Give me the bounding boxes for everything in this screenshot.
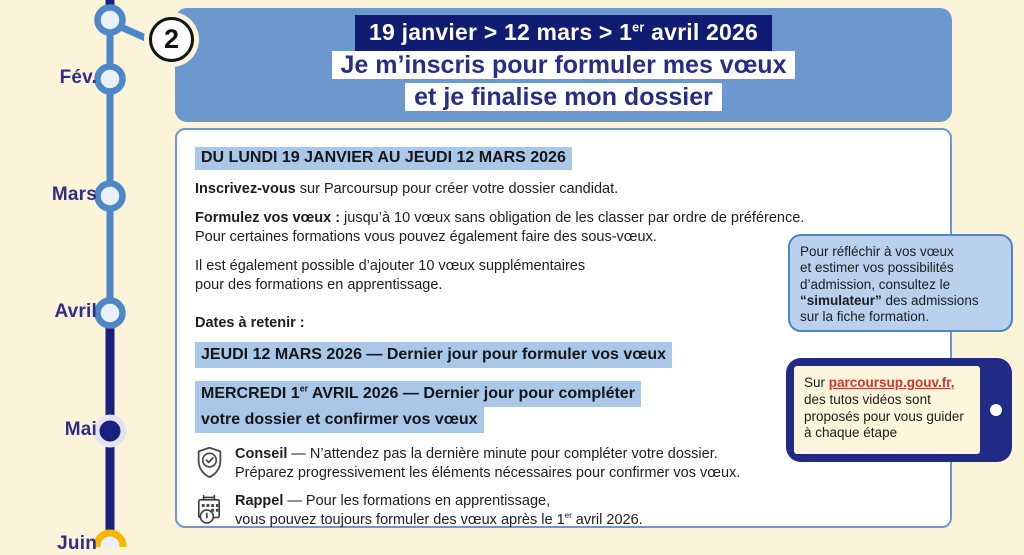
- conseil-label: Conseil: [235, 446, 288, 462]
- phase-header-panel: [175, 8, 952, 122]
- simulator-tip-line3: d’admission, consultez le: [800, 276, 951, 292]
- simulator-tip-line2: et estimer vos possibilités: [800, 260, 954, 276]
- period-heading: DU LUNDI 19 JANVIER AU JEUDI 12 MARS 2026: [195, 147, 572, 170]
- conseil-rest: — N’attendez pas la dernière minute pour compléter votre dossier.: [287, 446, 718, 462]
- timeline-node-start: [98, 8, 123, 33]
- conseil-line2: Préparez progressivement les éléments nécessaires pour confirmer vos vœux.: [235, 465, 741, 481]
- rappel-label: Rappel: [235, 493, 284, 509]
- phone-text-line4: à chaque étape: [804, 425, 898, 441]
- step-number-badge: 2: [149, 17, 194, 62]
- phone-text-line2: des tutos vidéos sont: [804, 391, 931, 407]
- deadline-march: JEUDI 12 MARS 2026 — Dernier jour pour formuler vos vœux: [195, 342, 672, 368]
- timeline-node-juin: [97, 533, 123, 547]
- simulator-tip-bubble: [788, 234, 1013, 332]
- rappel-rest: — Pour les formations en apprentissage,: [283, 493, 551, 509]
- simulator-tip-line1: Pour réfléchir à vos vœux: [800, 244, 954, 259]
- timeline-node-avril: [98, 301, 123, 326]
- extra-wishes-line2: pour des formations en apprentissage.: [195, 277, 443, 293]
- extra-wishes-line1: Il est également possible d’ajouter 10 vœux supplémentaires: [195, 258, 586, 274]
- dates-banner-text-end: avril 2026: [644, 19, 758, 45]
- phone-home-button-dot: [990, 404, 1002, 416]
- phase-title-line2: et je finalise mon dossier: [405, 83, 722, 111]
- simulator-tip-line5: sur la fiche formation.: [800, 309, 930, 325]
- deadline-april-post: AVRIL 2026 — Dernier jour pour compléter: [308, 385, 635, 402]
- phone-screen: [794, 366, 980, 454]
- timeline-node-fev: [98, 67, 123, 92]
- shield-check-icon: [195, 445, 235, 483]
- month-label-mai: Mai: [64, 419, 97, 440]
- timeline-node-mai: [100, 421, 121, 442]
- parcoursup-gouv-link[interactable]: parcoursup.gouv.fr,: [828, 375, 955, 390]
- video-tutorials-phone: [786, 358, 1012, 462]
- rappel-line2-pre: vous pouvez toujours formuler des vœux après le 1: [235, 512, 565, 528]
- phone-text-pre: Sur: [804, 375, 829, 390]
- conseil-text: [235, 445, 740, 483]
- register-paragraph: [195, 180, 932, 199]
- rappel-text: [235, 492, 643, 530]
- phase-title-line1: Je m’inscris pour formuler mes vœux: [332, 51, 796, 79]
- wishes-line2: Pour certaines formations vous pouvez également faire des sous-vœux.: [195, 229, 657, 245]
- month-label-juin: Juin: [57, 533, 97, 554]
- dates-banner-superscript: er: [632, 20, 645, 35]
- deadline-april-line2: votre dossier et confirmer vos vœux: [195, 407, 484, 433]
- dates-banner: [355, 15, 772, 51]
- deadline-april-superscript: er: [299, 383, 309, 394]
- deadline-april-line1: [195, 381, 641, 407]
- simulator-tip-bold: “simulateur”: [800, 292, 882, 308]
- dates-banner-text: 19 janvier > 12 mars > 1: [369, 19, 633, 45]
- rappel-row: [195, 492, 932, 530]
- month-label-mars: Mars: [51, 184, 97, 205]
- register-bold: Inscrivez-vous: [195, 181, 296, 197]
- dates-to-remember-label: Dates à retenir :: [195, 315, 305, 331]
- register-rest: sur Parcoursup pour créer votre dossier candidat.: [295, 181, 619, 197]
- rappel-line2-post: avril 2026.: [571, 512, 643, 528]
- simulator-tip-line4-rest: des admissions: [881, 292, 979, 308]
- phone-text-line3: proposés pour vous guider: [804, 408, 964, 424]
- deadline-april-pre: MERCREDI 1: [201, 385, 300, 402]
- timeline-node-mars: [98, 184, 123, 209]
- month-label-fev: Fév.: [59, 67, 97, 88]
- wishes-rest: jusqu’à 10 vœux sans obligation de les classer par ordre de préférence.: [340, 210, 805, 226]
- calendar-clock-icon: [195, 492, 235, 530]
- month-label-avril: Avril: [54, 301, 97, 322]
- rappel-superscript: er: [564, 511, 572, 521]
- wishes-bold: Formulez vos vœux :: [195, 210, 341, 226]
